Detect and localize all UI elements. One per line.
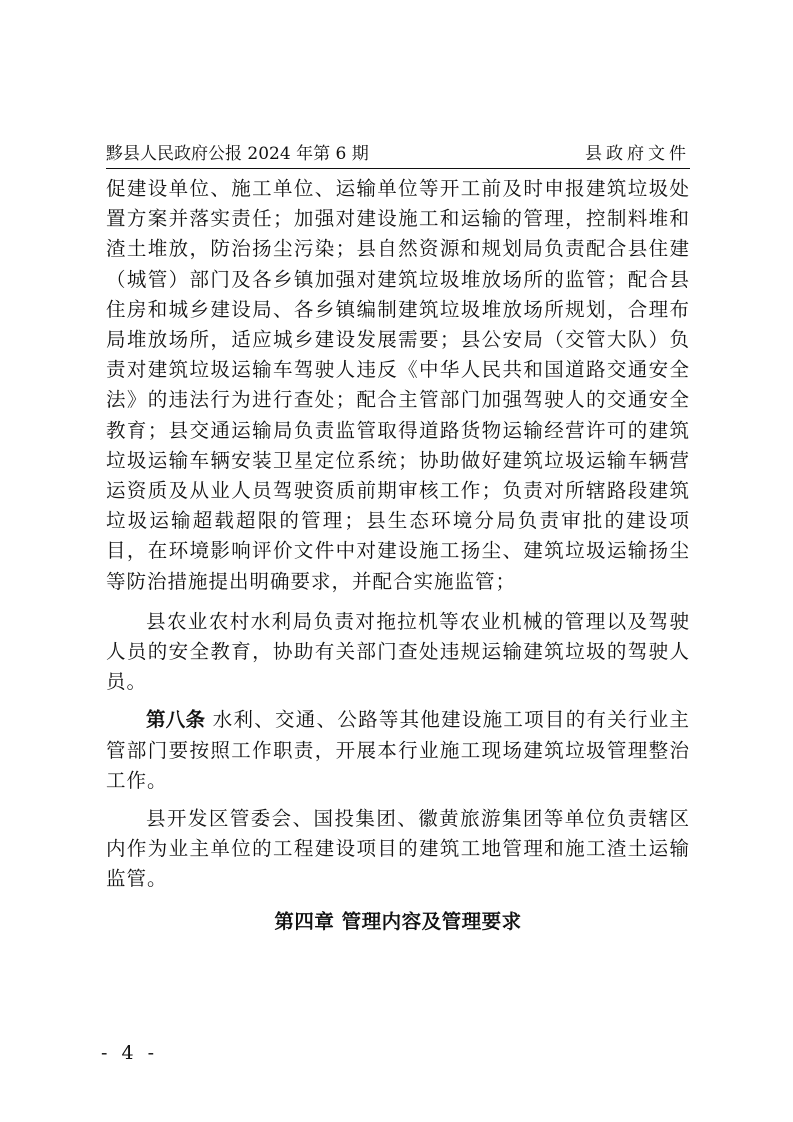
paragraph-development-zone: 县开发区管委会、国投集团、徽黄旅游集团等单位负责辖区内作为业主单位的工程建设项目的建筑工地管理和施工渣土运输监管。 — [106, 807, 690, 891]
article-8 — [106, 705, 690, 796]
header-divider — [106, 168, 690, 169]
paragraph-continued: 促建设单位、施工单位、运输单位等开工前及时申报建筑垃圾处置方案并落实责任；加强对建设施工和运输的管理，控制料堆和渣土堆放，防治扬尘污染；县自然资源和规划局负责配合县住建（城管）部门及各乡镇加强对建筑垃圾堆放场所的监管；配合县住房和城乡建设局、各乡镇编制建筑垃圾堆放场所规划，合理布局堆放场所，适应城乡建设发展需要；县公安局（交管大队）负责对建筑垃圾运输车驾驶人违反《中华人民共和国道路交通安全法》的违法行为进行查处；配合主管部门加强驾驶人的交通安全教育；县交通运输局负责监管取得道路货物运输经营许可的建筑垃圾运输车辆安装卫星定位系统；协助做好建筑垃圾运输车辆营运资质及从业人员驾驶资质前期审核工作；负责对所辖路段建筑垃圾运输超载超限的管理；县生态环境分局负责审批的建设项目，在环境影响评价文件中对建设施工扬尘、建筑垃圾运输扬尘等防治措施提出明确要求，并配合实施监管； — [106, 177, 690, 593]
chapter-title: 第四章 管理内容及管理要求 — [274, 909, 522, 933]
gazette-issue: 黟县人民政府公报 2024 年第 6 期 — [106, 144, 369, 164]
article-8-heading: 第八条 — [146, 708, 206, 732]
page-header — [106, 142, 690, 166]
document-category: 县政府文件 — [585, 144, 690, 164]
page-number: - 4 - — [101, 1042, 159, 1064]
paragraph-agriculture-bureau: 县农业农村水利局负责对拖拉机等农业机械的管理以及驾驶人员的安全教育，协助有关部门查处违规运输建筑垃圾的驾驶人员。 — [106, 609, 690, 694]
article-8-text: 水利、交通、公路等其他建设施工项目的有关行业主管部门要按照工作职责，开展本行业施工现场建筑垃圾管理整治工作。 — [106, 708, 690, 792]
document-body — [106, 174, 690, 937]
